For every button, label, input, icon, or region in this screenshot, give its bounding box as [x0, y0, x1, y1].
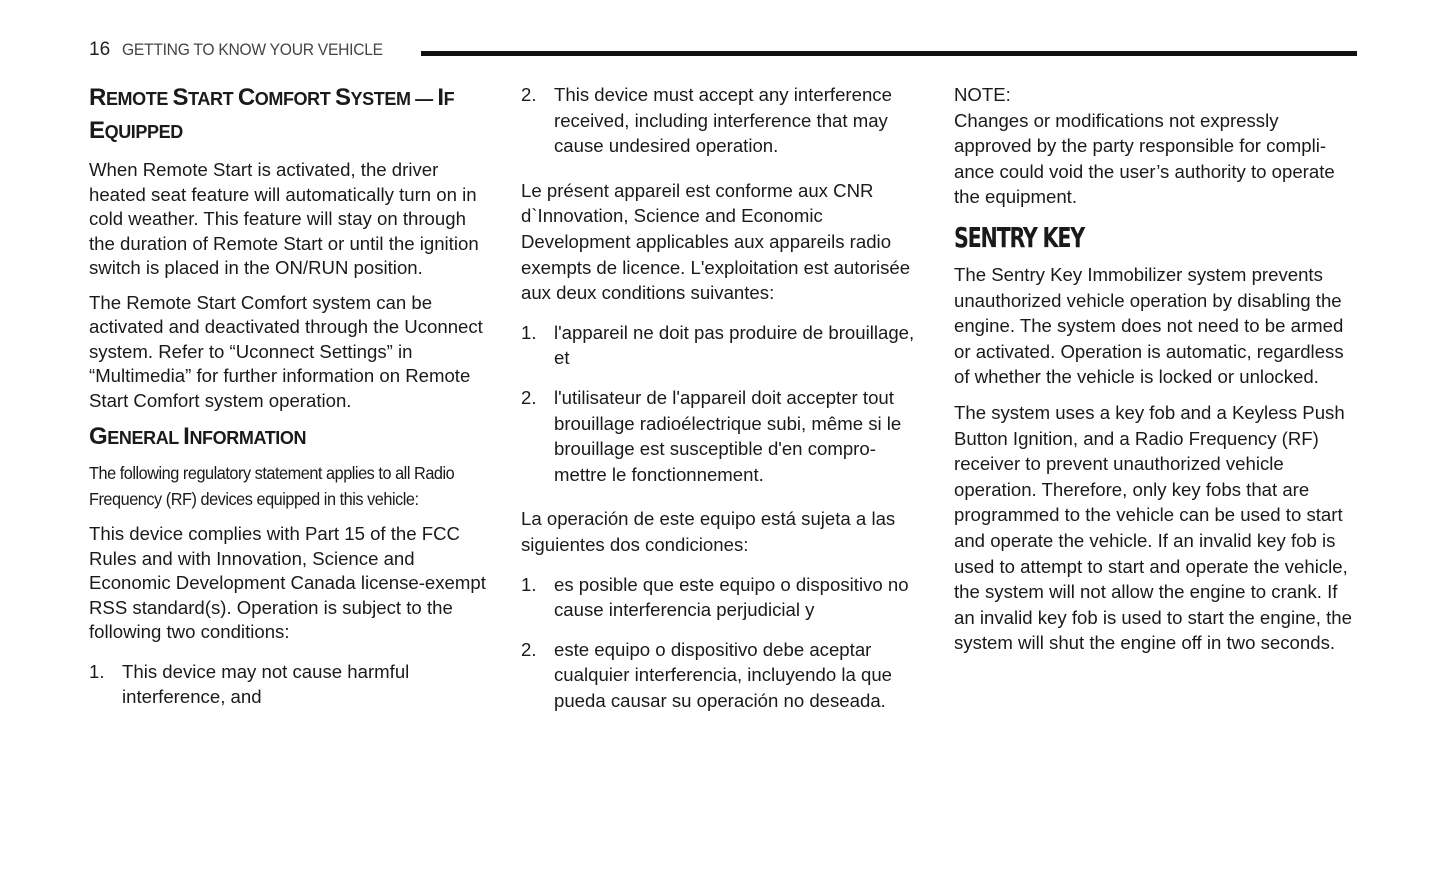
- column-2: [521, 80, 921, 713]
- list-item: [521, 320, 921, 371]
- note-label: NOTE:: [954, 84, 1011, 105]
- list-item-number: 2.: [521, 386, 537, 408]
- list-item: [521, 82, 921, 159]
- page-number: 16: [89, 39, 111, 60]
- page-header: [89, 38, 1357, 62]
- column-3: [954, 80, 1354, 656]
- paragraph-sentry-key-operation: The system uses a key fob and a Keyless Push Button Ignition, and a Radio Frequency (RF) receiver to prevent unauthorized vehicle operation. Therefore, only key fobs that are programmed to the vehicle can be used to start and operate the vehicle. If an invalid key fob is used to attempt to start and operate the vehicle, the system will not allow the engine to crank. If an invalid key fob is used to start the engine, the system will shut the engine off in two seconds.: [954, 401, 1352, 654]
- column-1: [89, 80, 489, 709]
- paragraph-fcc-compliance: This device complies with Part 15 of the FCC Rules and with Innovation, Science and Economic Development Canada license-exempt RSS standard(s). Operation is subject to the following two conditions:: [89, 523, 486, 642]
- list-item-number: 1.: [521, 321, 537, 343]
- header-rule: [421, 51, 1357, 56]
- paragraph-sentry-key-overview: The Sentry Key Immobilizer system prevents unauthorized vehicle operation by disabling the engine. The system does not need to be armed or activated. Operation is automatic, regardless of whether the vehicle is locked or unlocked.: [954, 263, 1344, 388]
- note-text: Changes or modifications not expressly approved by the party responsible for compli-ance could void the user’s authority to operate the equipment.: [954, 109, 1335, 208]
- paragraph-remote-start-uconnect: The Remote Start Comfort system can be activated and deactivated through the Uconnect system. Refer to “Uconnect Settings” in “Multimedia” for further information on Remote Start Comfort system operation.: [89, 291, 483, 411]
- list-item-number: 1.: [89, 660, 105, 682]
- heading-sentry-key: SENTRY KEY: [954, 220, 1084, 254]
- paragraph-spanish-compliance: La operación de este equipo está sujeta a las siguientes dos condiciones:: [521, 508, 896, 555]
- list-item-text: This device may not cause harmful interference, and: [122, 660, 410, 707]
- list-item-number: 2.: [521, 638, 537, 660]
- heading-remote-start-comfort: REMOTE START COMFORT SYSTEM — IF EQUIPPED: [89, 84, 455, 144]
- section-title: GETTING TO KNOW YOUR VEHICLE: [122, 40, 383, 59]
- list-item-number: 1.: [521, 573, 537, 595]
- list-item-text: This device must accept any interference received, including interference that may cause undesired operation.: [554, 84, 892, 157]
- list-item-text: l'utilisateur de l'appareil doit accepter tout brouillage radioélectrique subi, même si le brouillage est susceptible d'en compro-mettre le fonctionnement.: [554, 386, 902, 485]
- list-item: [89, 659, 489, 709]
- paragraph-remote-start-heated-seat: When Remote Start is activated, the driver heated seat feature will automatically turn on in cold weather. This feature will stay on through the duration of Remote Start or until the ignition switch is placed in the ON/RUN position.: [89, 159, 479, 278]
- list-item: [521, 572, 921, 623]
- list-item: [521, 385, 921, 487]
- heading-general-information: GENERAL INFORMATION: [89, 423, 307, 450]
- paragraph-french-compliance: Le présent appareil est conforme aux CNR d`Innovation, Science and Economic Development applicables aux appareils radio exempts de licence. L'exploitation est autorisée aux deux conditions suivantes:: [521, 179, 911, 304]
- list-item: [521, 637, 921, 714]
- paragraph-regulatory-intro: The following regulatory statement applies to all Radio Frequency (RF) devices equipped in this vehicle:: [89, 463, 455, 509]
- list-item-number: 2.: [521, 84, 537, 105]
- list-item-text: este equipo o dispositivo debe aceptar cualquier interferencia, incluyendo la que pueda causar su operación no deseada.: [554, 638, 893, 711]
- list-item-text: es posible que este equipo o dispositivo no cause interferencia perjudicial y: [554, 573, 909, 621]
- list-item-text: l'appareil ne doit pas produire de brouillage, et: [554, 321, 915, 369]
